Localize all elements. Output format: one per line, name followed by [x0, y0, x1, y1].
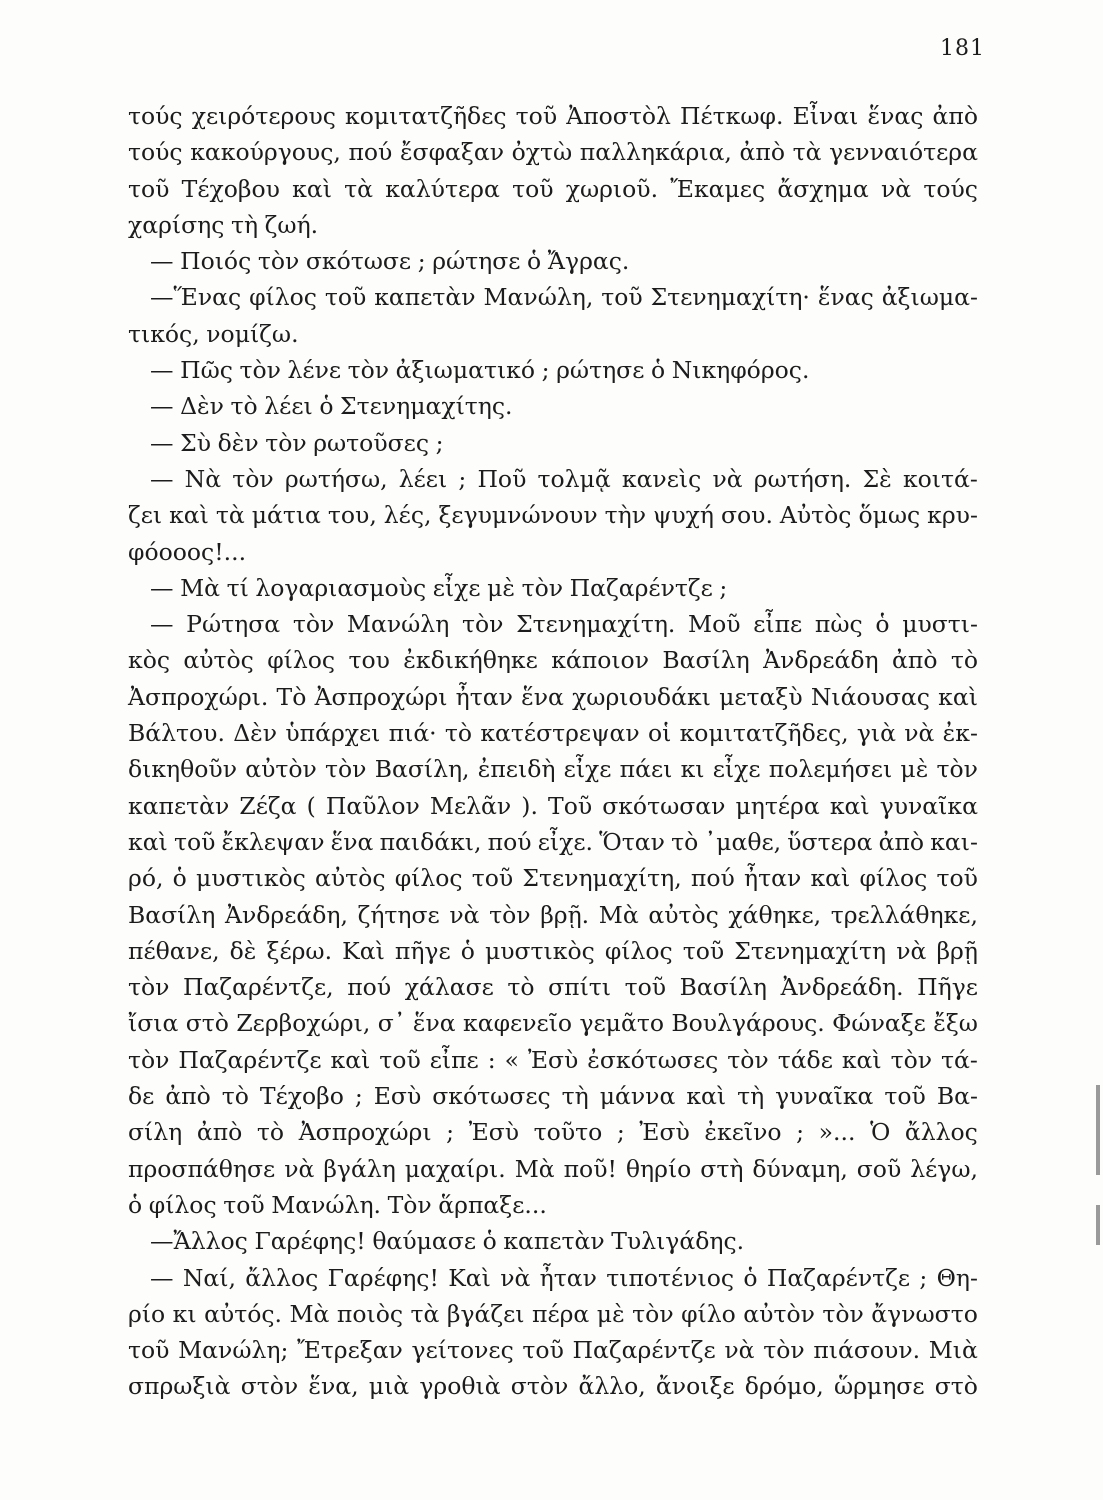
text-line: ζει καὶ τὰ μάτια του, λές, ξεγυμνώνουν τὴν ψυχή σου. Αὐτὸς ὅμως κρυ- [128, 501, 978, 530]
text-line: δε ἀπὸ τὸ Τέχοβο ; Εσὺ σκότωσες τὴ μάννα καὶ τὴ γυναῖκα τοῦ Βα- [128, 1082, 978, 1111]
text-line: — Ποιός τὸν σκότωσε ; ρώτησε ὁ Ἄγρας. [150, 247, 630, 276]
text-line: τοῦ Μανώλη; Ἔτρεξαν γείτονες τοῦ Παζαρέντζε νὰ τὸν πιάσουν. Μιὰ [128, 1336, 978, 1365]
page-edge-mark [1096, 1085, 1100, 1175]
text-line: — Νὰ τὸν ρωτήσω, λέει ; Ποῦ τολμᾷ κανεὶς νὰ ρωτήση. Σὲ κοιτά- [150, 464, 978, 493]
text-line: — Δὲν τὸ λέει ὁ Στενημαχίτης. [150, 392, 513, 421]
text-line: φόοοος!... [128, 537, 247, 566]
text-line: ρό, ὁ μυστικὸς αὐτὸς φίλος τοῦ Στενημαχίτη, πού ἦταν καὶ φίλος τοῦ [128, 864, 978, 893]
text-line: τούς κακούργους, πού ἔσφαξαν ὀχτὼ παλληκάρια, ἀπὸ τὰ γενναιότερα [128, 138, 978, 167]
page-number: 181 [940, 36, 985, 61]
text-line: τοῦ Τέχοβου καὶ τὰ καλύτερα τοῦ χωριοῦ. Ἔκαμες ἄσχημα νὰ τούς [128, 174, 978, 203]
text-line: χαρίσης τὴ ζωή. [128, 210, 319, 239]
text-line: —Ἕνας φίλος τοῦ καπετὰν Μανώλη, τοῦ Στενημαχίτη· ἕνας ἀξιωμα- [150, 283, 978, 312]
text-line: καπετὰν Ζέζα ( Παῦλον Μελᾶν ). Τοῦ σκότωσαν μητέρα καὶ γυναῖκα [128, 791, 978, 820]
text-line: — Ρώτησα τὸν Μανώλη τὸν Στενημαχίτη. Μοῦ εἶπε πὼς ὁ μυστι- [150, 610, 978, 639]
text-line: πέθανε, δὲ ξέρω. Καὶ πῆγε ὁ μυστικὸς φίλος τοῦ Στενημαχίτη νὰ βρῇ [128, 936, 978, 965]
text-line: καὶ τοῦ ἔκλεψαν ἕνα παιδάκι, πού εἶχε. Ὅταν τὸ ᾿μαθε, ὕστερα ἀπὸ και- [128, 827, 978, 856]
text-line: Βάλτου. Δὲν ὑπάρχει πιά· τὸ κατέστρεψαν οἱ κομιτατζῆδες, γιὰ νὰ ἐκ- [128, 719, 978, 748]
text-line: — Μὰ τί λογαριασμοὺς εἶχε μὲ τὸν Παζαρέντζε ; [150, 573, 728, 602]
text-line: — Ναί, ἄλλος Γαρέφης! Καὶ νὰ ἦταν τιποτένιος ὁ Παζαρέντζε ; Θη- [150, 1263, 978, 1292]
text-line: κὸς αὐτὸς φίλος του ἐκδικήθηκε κάποιον Βασίλη Ἀνδρεάδη ἀπὸ τὸ [128, 646, 978, 675]
text-line: — Πῶς τὸν λένε τὸν ἀξιωματικό ; ρώτησε ὁ Νικηφόρος. [150, 356, 810, 385]
text-line: ὁ φίλος τοῦ Μανώλη. Τὸν ἅρπαξε... [128, 1190, 547, 1219]
text-line: — Σὺ δὲν τὸν ρωτοῦσες ; [150, 428, 444, 457]
text-line: ἴσια στὸ Ζερβοχώρι, σ᾿ ἕνα καφενεῖο γεμᾶτο Βουλγάρους. Φώναξε ἔξω [128, 1009, 978, 1038]
text-line: σίλη ἀπὸ τὸ Ἀσπροχώρι ; Ἐσὺ τοῦτο ; Ἐσὺ ἐκεῖνο ; »... Ὁ ἄλλος [128, 1118, 978, 1147]
text-line: δικηθοῦν αὐτὸν τὸν Βασίλη, ἐπειδὴ εἶχε πάει κι εἶχε πολεμήσει μὲ τὸν [128, 755, 978, 784]
text-line: τικός, νομίζω. [128, 319, 299, 348]
text-line: —Ἄλλος Γαρέφης! θαύμασε ὁ καπετὰν Τυλιγάδης. [150, 1227, 745, 1256]
text-line: τὸν Παζαρέντζε καὶ τοῦ εἶπε : « Ἐσὺ ἐσκότωσες τὸν τάδε καὶ τὸν τά- [128, 1045, 978, 1074]
text-line: Βασίλη Ἀνδρεάδη, ζήτησε νὰ τὸν βρῇ. Μὰ αὐτὸς χάθηκε, τρελλάθηκε, [128, 900, 978, 929]
text-line: σπρωξιὰ στὸν ἕνα, μιὰ γροθιὰ στὸν ἄλλο, ἄνοιξε δρόμο, ὥρμησε στὸ [128, 1372, 978, 1401]
text-line: τὸν Παζαρέντζε, πού χάλασε τὸ σπίτι τοῦ Βασίλη Ἀνδρεάδη. Πῆγε [128, 973, 978, 1002]
text-line: ρίο κι αὐτός. Μὰ ποιὸς τὰ βγάζει πέρα μὲ τὸν φίλο αὐτὸν τὸν ἄγνωστο [128, 1299, 978, 1328]
text-line: προσπάθησε νὰ βγάλη μαχαίρι. Μὰ ποῦ! θηρίο στὴ δύναμη, σοῦ λέγω, [128, 1154, 978, 1183]
body-text [128, 98, 978, 1405]
page-edge-mark [1096, 1205, 1100, 1245]
text-line: Ἀσπροχώρι. Τὸ Ἀσπροχώρι ἦταν ἕνα χωριουδάκι μεταξὺ Νιάουσας καὶ [128, 682, 978, 711]
text-line: τούς χειρότερους κομιτατζῆδες τοῦ Ἀποστὸλ Πέτκωφ. Εἶναι ἕνας ἀπὸ [128, 102, 978, 130]
